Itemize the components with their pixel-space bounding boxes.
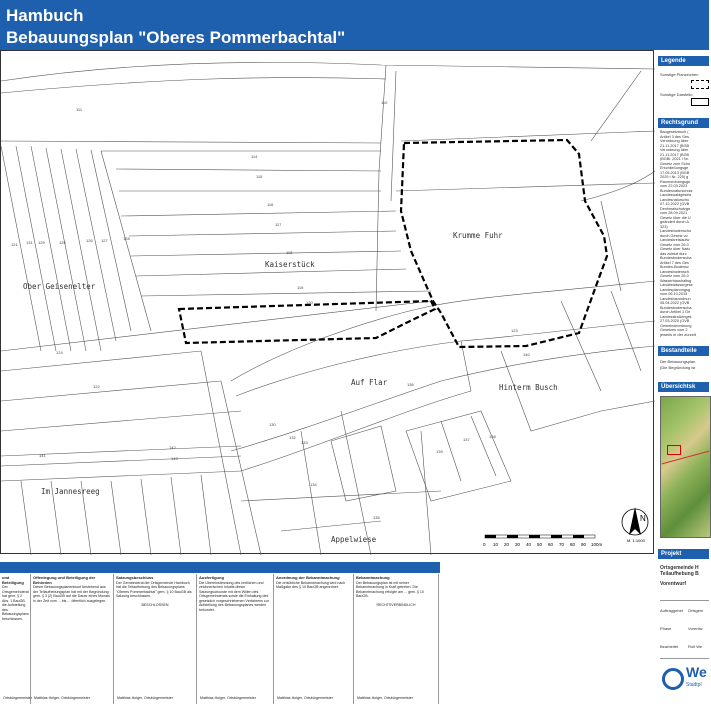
parcel-number: 141 [39,453,46,458]
rechtsgrundlage-line: 07.12.2022 (GVB [660,202,690,206]
parcel-number: 137 [463,437,470,442]
parcel-number: 138 [489,434,496,439]
rechtsgrundlage-line: Landeswaldgesetz [660,193,692,197]
procedure-signature: Ortsbürgermeister [3,695,32,700]
parcel-number: 115 [256,174,263,179]
procedure-signature: Matthias Holger, Ortsbürgermeister [357,695,413,700]
rechtsgrundlage-line: Gesetz über Natu [660,247,690,251]
parcel-number: 142 [169,445,176,450]
divider [660,600,709,601]
bestandteile-text: (Die Begründung ist [660,365,696,370]
phase-label: Phase [660,626,672,631]
rechtsgrundlage-line: Gemeindeordnung [660,323,692,328]
rechtsgrundlage-line: 21.11.2017 (BGB [660,143,690,148]
procedure-signature: Matthias Holger, Ortsbürgermeister [34,695,90,700]
rechtsgrundlage-line: Landesnaturschu [660,197,690,202]
rechtsgrundlagen-header: Rechtsgrund [658,118,709,128]
rechtsgrundlage-line: Artikel 3 des Ges [660,134,689,139]
bestandteile-header: Bestandteile [658,346,709,356]
legend-item: Sonstige Planzeichen [660,72,699,77]
rechtsgrundlage-line: Baugesetzbuch ( [660,130,689,134]
place-label: Hinterm Busch [499,383,558,392]
rechtsgrundlage-line: Denkmalschutzge [660,206,691,211]
rechtsgrundlagen-note: jeweils in der zurzeit [660,332,697,337]
rechtsgrundlage-line: durch Artikel 1 Ge [660,310,691,314]
parcel-number: 126 [86,238,93,243]
procedure-body: Der Ortsgemeinderat hat gem. § 2 Abs. 1 BauGB die Aufstellung des Bebauungsplans beschlossen. [2,585,29,621]
scale-tick: 10 [493,542,499,547]
rechtsgrundlage-line: Erschließungsge [660,166,689,170]
plan-boundary [179,140,607,347]
parcel-number: 133 [301,440,308,445]
rechtsgrundlagen-list [660,130,709,333]
parcel-number: 119 [297,285,304,290]
projekt-phase: Vorentwurf [660,581,687,587]
divider [660,658,709,659]
cadastral-map[interactable] [0,50,654,554]
rechtsgrundlage-line: 06.04.2022 (GVB [660,301,690,305]
procedure-column [196,574,273,704]
rechtsgrundlage-line: durch Gesetz vo [660,233,688,238]
procedure-stamp: BESCHLOSSEN [141,603,169,607]
procedure-body: Die ortsübliche Bekanntmachung wird nach Maßgabe des § 10 BauGB angeordnet. [276,580,346,589]
procedure-column [0,574,32,704]
plan-title: Bebauungsplan "Oberes Pommerbachtal" [6,28,346,47]
parcel-number: 143 [171,456,178,461]
parcel-number: 139 [436,449,443,454]
scale-tick: 30 [515,542,521,547]
rechtsgrundlage-line: Landesbodenschu [660,229,692,233]
bearbeitet-value: Rolf We [688,644,703,649]
place-labels [23,231,558,544]
projekt-line: Teilaufhebung B [660,571,699,577]
uebersichtskarte-header: Übersichtsk [658,382,709,392]
bearbeitet-label: Bearbeitet [660,644,679,649]
parcel-number: 134 [310,482,317,487]
place-label: Auf Flar [351,378,388,387]
scale-tick: 80 [570,542,576,547]
legend-header: Legende [658,56,709,66]
municipality-title: Hambuch [6,6,84,25]
scale-tick: 40 [526,542,532,547]
rechtsgrundlage-line: Landeskreislaufw [660,238,690,242]
parcel-number: 124 [56,350,63,355]
place-label: Appelwiese [331,535,377,544]
procedure-title: Satzungsbeschluss [116,575,154,580]
rechtsgrundlage-line: vom 22.03.2023 [660,184,688,188]
rechtsgrundlage-line: Bundesnaturschutz [660,188,693,193]
place-label: Ober Geisenelter [23,282,96,291]
parcel-number: 130 [269,422,276,427]
procedure-title: Anordnung der Bekanntmachung [276,575,340,580]
scale-tick: 90 [581,542,587,547]
parcel-number: 127 [101,238,108,243]
rechtsgrundlage-line: 2029 I Nr. 225) g [660,175,689,179]
procedure-body: Der Gemeinderat der Ortsgemeinde Hambuch hat die Teilaufhebung des Bebauungsplans "Oberes Pommerbachtal" gem. § 10 BauGB als Satzung beschlossen. [116,580,192,598]
rechtsgrundlage-line: 27.03.2020 (GVB [660,319,690,323]
map-svg [1,51,655,555]
projekt-line: Ortsgemeinde H [660,565,699,571]
sidebar [656,52,709,709]
place-label: Krumme Fuhr [453,231,503,240]
rechtsgrundlage-line: geändert durch A [660,220,689,224]
scale-tick: 50 [537,542,543,547]
procedure-column [30,574,113,704]
procedure-body: Die Übereinstimmung des textlichen und zeichnerischen Inhalts dieser Satzungsurkunde mit dem Willen des Ortsgemeinderats sowie die Einhaltung des gesetzlich vorgeschriebenen Verfahrens zur Aufstellung des Bebauungsplanes werden bekundet. [199,580,269,612]
procedure-title: und Beteiligung [2,575,24,585]
logo-icon [662,668,684,690]
scale-bar [483,535,603,547]
procedure-signature: Matthias Holger, Ortsbürgermeister [277,695,333,700]
overview-map[interactable] [660,396,711,538]
rechtsgrundlage-line: Landesbodensch [660,269,689,274]
parcel-number: 120 [306,300,313,305]
rechtsgrundlage-line: Gesetz über die U [660,215,691,220]
parcel-number: 122 [93,384,100,389]
title-banner [0,0,709,50]
procedure-body: Der Bebauungsplan ist mit seiner Bekanntmachung in Kraft getreten. Die Bekanntmachung erfolgte am ... gem. § 10 BauGB. [356,580,424,598]
parcel-number: 136 [407,382,414,387]
legend-item: Sonstige Darstellu [660,92,693,97]
procedure-column [273,574,353,704]
parcel-number: 116 [267,202,274,207]
bestandteile-text: Der Bebauungsplan [660,359,696,364]
scale-label: M. 1:1000 [627,538,645,543]
procedure-body: Dieser Bebauungsplanentwurf bestehend aus der Teilaufhebungsplan hat mit der Begründung gem. § 3 (2) BauGB auf die Dauer eines Monats in der Zeit vom ... bis ... öffentlich ausgelegen. [33,585,110,603]
parcel-numbers [11,100,530,520]
scale-tick: 20 [504,542,510,547]
parcel-number: 125 [59,240,66,245]
auftraggeber-value: Ortsgem [688,608,704,613]
parcel-number: 131 [26,240,33,245]
rechtsgrundlage-line: 323) [660,224,668,229]
rechtsgrundlage-line: 21.11.2017 (BGB [660,152,690,157]
parcel-number: 123 [511,328,518,333]
rechtsgrundlage-line: Verordnung über [660,148,689,152]
parcel-lines [1,62,655,555]
rechtsgrundlage-line: Landesstraßenges [660,314,692,319]
rechtsgrundlage-line: 17.05.2013 (BGB [660,170,690,175]
legend-boundary-symbol [691,80,709,89]
north-label: N [640,514,646,523]
rechtsgrundlage-line: Gesetz zum Schu [660,161,690,166]
procedure-title: Bekanntmachung [356,575,390,580]
rechtsgrundlage-line: Gesetz vom 26.0 [660,274,689,278]
rechtsgrundlage-line: Wasserhaushaltsg [660,278,692,283]
scale-tick: 70 [559,542,565,547]
rechtsgrundlage-line: Bundesbodenscha [660,305,692,310]
rechtsgrundlage-line: Bundesbodenscha [660,256,692,260]
scale-tick: 100m [591,542,603,547]
scale-tick: 0 [483,542,486,547]
parcel-number: 132 [289,435,296,440]
parcel-number: 111 [76,107,83,112]
rechtsgrundlage-line: Gesetzes vom 2 [660,328,688,332]
procedure-column [353,574,439,704]
parcel-number: 118 [286,250,293,255]
rechtsgrundlage-line: Artikel 7 des Ges [660,260,689,265]
rechtsgrundlage-line: Bundes-Bodensc [660,265,689,269]
rechtsgrundlage-line: Verordnung über [660,139,689,143]
north-arrow-icon [622,507,648,543]
procedure-column [113,574,196,704]
parcel-number: 128 [123,236,130,241]
procedure-table [0,562,440,709]
projekt-header: Projekt [658,549,709,559]
legend-box-symbol [691,98,709,106]
rechtsgrundlage-line: Gesetz vom 26.0 [660,242,689,247]
rechtsgrundlage-line: vom 06.10.2015 [660,292,688,296]
rechtsgrundlage-line: Landeswassergese [660,283,693,287]
logo-text: We [686,664,707,680]
parcel-number: 140 [523,352,530,357]
procedure-signature: Matthias Holger, Ortsbürgermeister [200,695,256,700]
place-label: Kaiserstück [265,260,315,269]
phase-value: Vorentw [688,626,703,631]
rechtsgrundlage-line: (BGBl. 2021 I Nr. [660,157,689,161]
parcel-number: 114 [251,154,258,159]
rechtsgrundlage-line: Raumordnungsge [660,179,691,184]
auftraggeber-label: Auftraggeber [660,608,684,613]
parcel-number: 129 [38,240,45,245]
place-label: Im Jannesreeg [41,487,100,496]
procedure-signature: Matthias Holger, Ortsbürgermeister [117,695,173,700]
procedure-title: Offenlegung und Beteiligung der Behörden [33,575,96,585]
parcel-number: 110 [381,100,388,105]
overview-marker [667,445,681,455]
parcel-number: 117 [275,222,282,227]
parcel-number: 135 [373,515,380,520]
procedure-title: Ausfertigung [199,575,224,580]
scale-tick: 60 [548,542,554,547]
parcel-number: 121 [11,242,18,247]
rechtsgrundlage-line: Landesplanungsg [660,287,690,292]
rechtsgrundlage-line: das zuletzt durc [660,251,687,256]
logo-subtext: Stadtpl [686,682,702,688]
rechtsgrundlage-line: Landesbauordnun [660,296,691,301]
procedure-stamp: RECHTSVERBINDLICH [376,603,416,607]
rechtsgrundlage-line: vom 28.09.2021 [660,211,688,215]
